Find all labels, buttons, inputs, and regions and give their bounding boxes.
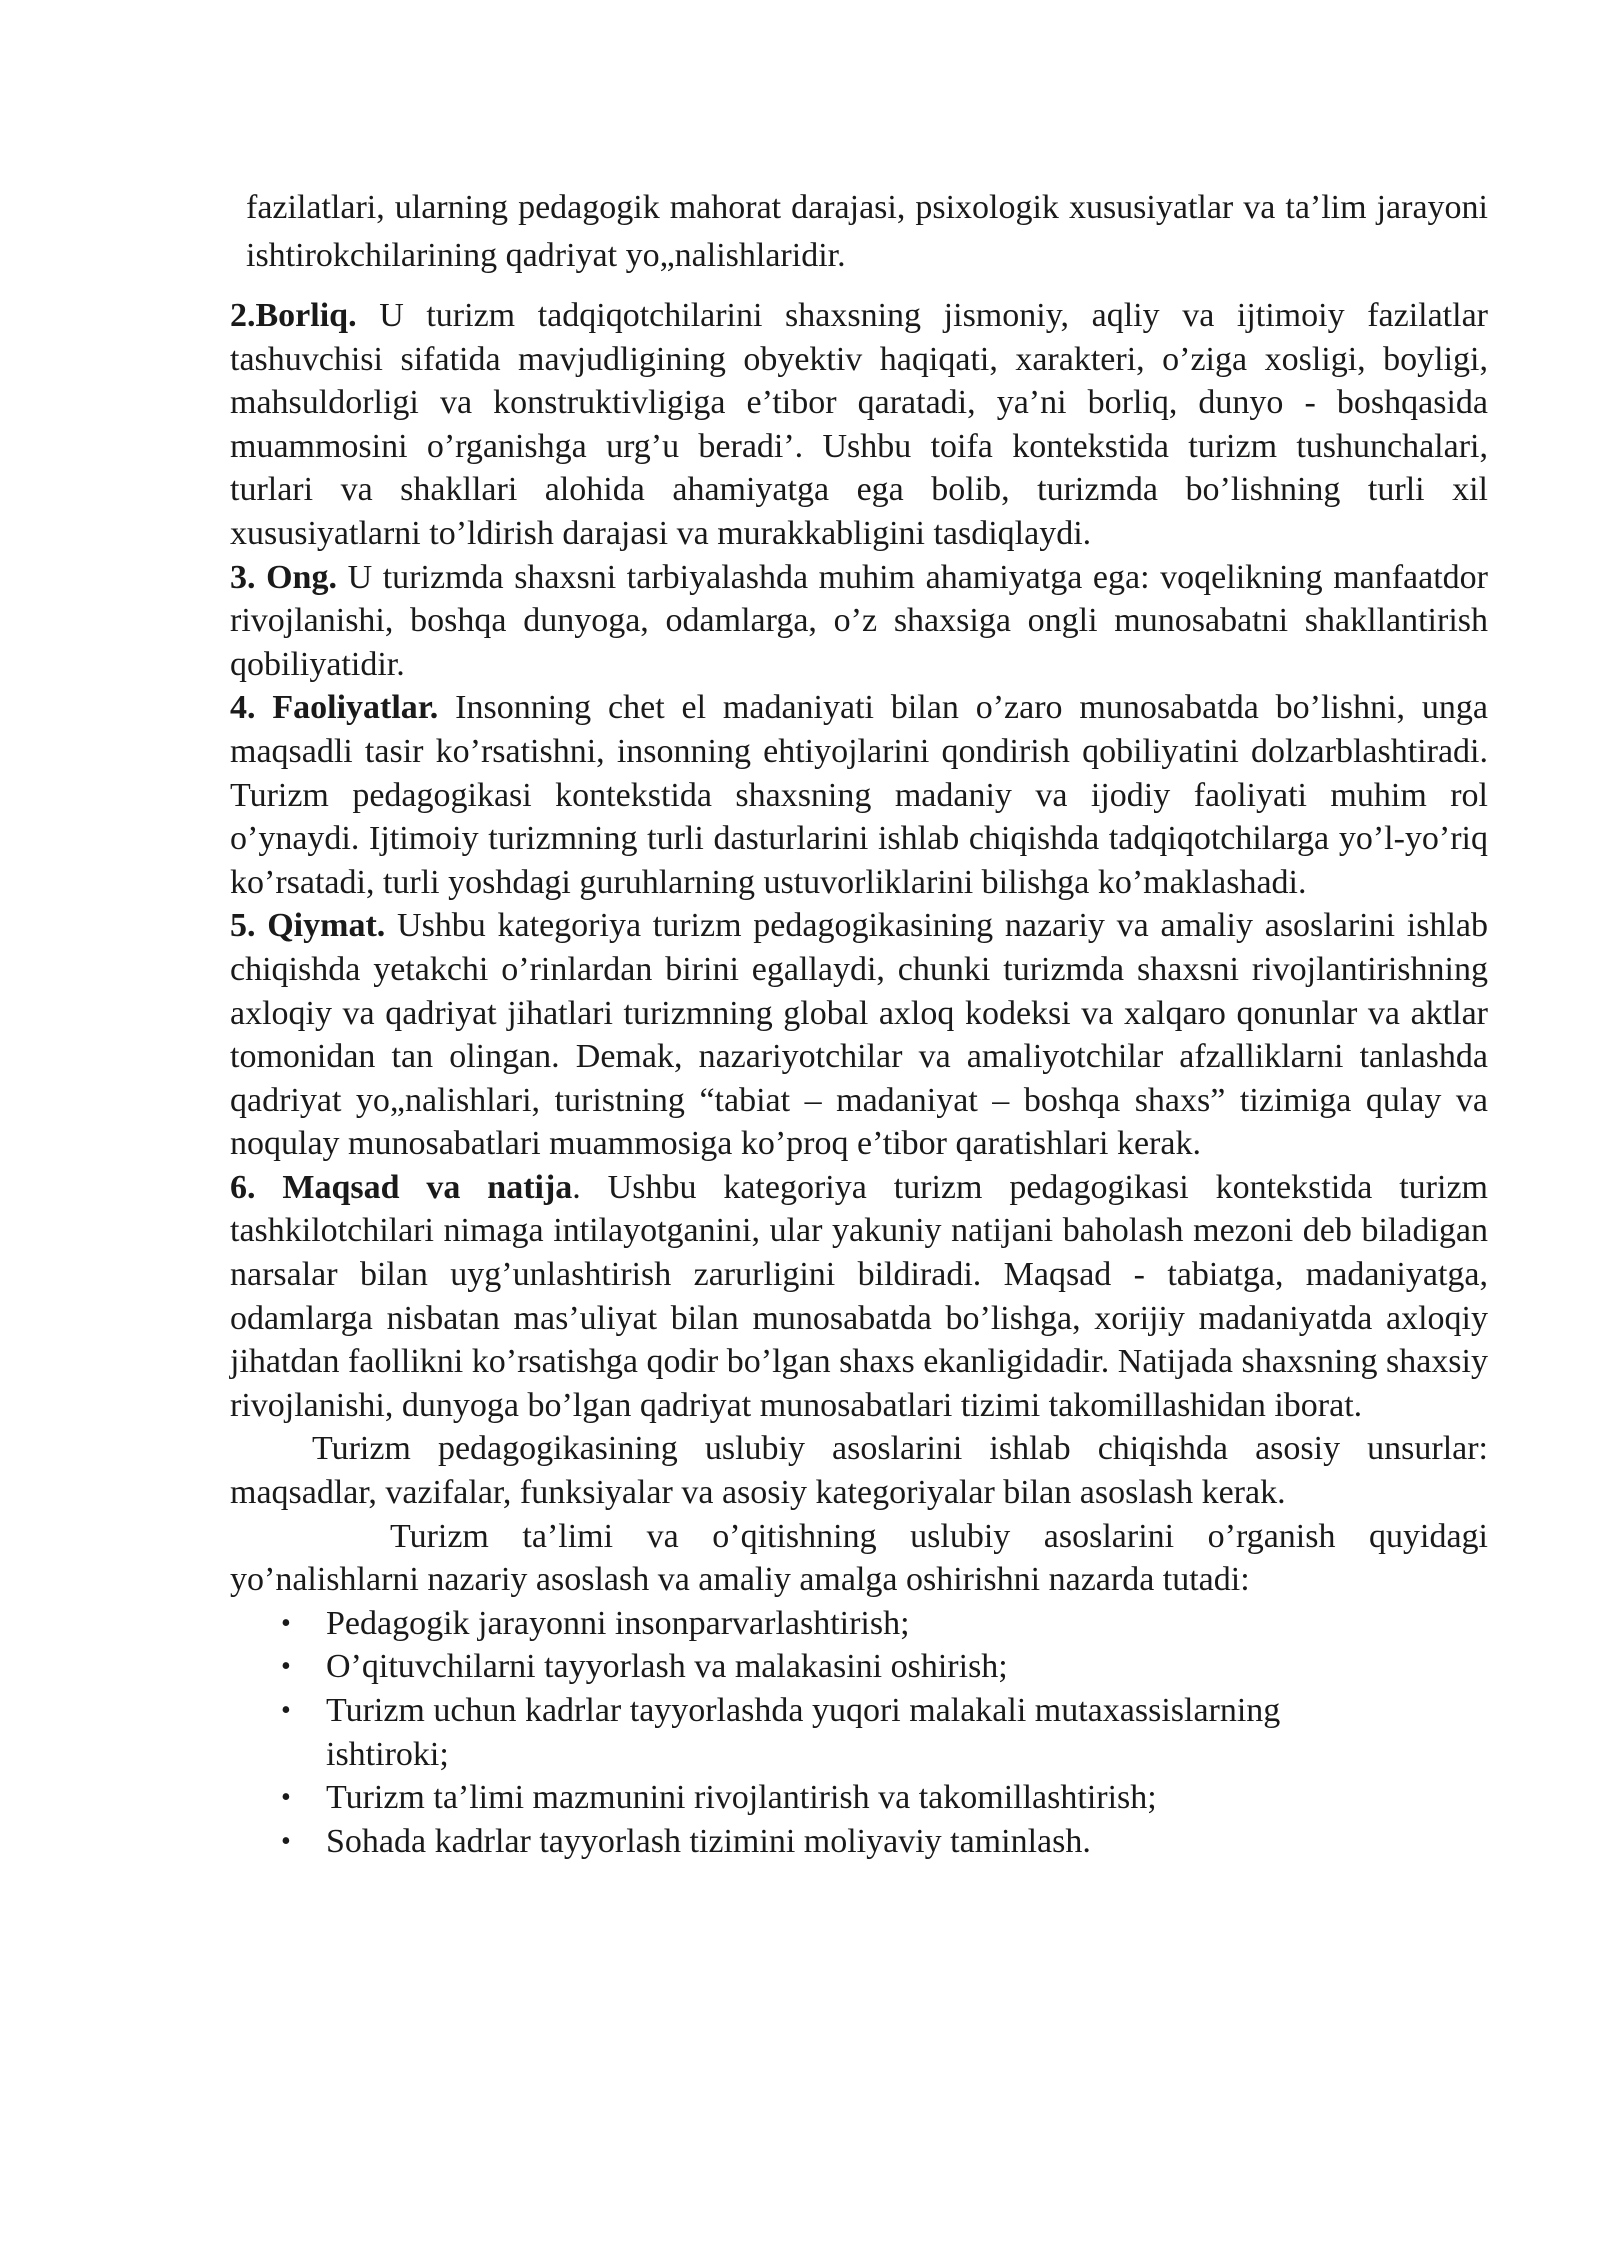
section-text: Insonning chet el madaniyati bilan o’zaro munosabatda bo’lishni, unga maqsadli tasir ko’rsatishni, insonning ehtiyojlarini qondirish qobiliyatini dolzarblashtiradi. Turizm pedagogikasi kontekstida shaxsning madaniy va ijodiy faoliyati muhim rol o’ynaydi. Ijtimoiy turizmning turli dasturlarini ishlab chiqishda tadqiqotchilarga yo’l-yo’riq ko’rsatadi, turli yoshdagi guruhlarning ustuvorliklarini bilishga ko’maklashadi. [230,689,1488,901]
list-item-text: O’qituvchilarni tayyorlash va malakasini oshirish; [326,1648,1008,1686]
section-qiymat [230,904,1488,1166]
list-item-text: Turizm ta’limi mazmunini rivojlantirish va takomillashtirish; [326,1779,1157,1817]
directions-list [230,1602,1488,1864]
section-text: Ushbu kategoriya turizm pedagogikasining nazariy va amaliy asoslarini ishlab chiqishda yetakchi o’rinlardan birini egallaydi, chunki turizmda shaxsni rivojlantirishning axloqiy va qadriyat jihatlari turizmning global axloq kodeksi va xalqaro qonunlar va aktlar tomonidan tan olingan. Demak, nazariyotchilar va amaliyotchilar afzalliklarni tanlashda qadriyat yo„nalishlari, turistning “tabiat – madaniyat – boshqa shaxs” tizimiga qulay va noqulay munosabatlari muammosiga ko’proq e’tibor qaratishlari kerak. [230,907,1488,1163]
section-faoliyatlar [230,686,1488,904]
bullet-icon: • [281,1695,291,1726]
directions-paragraph: Turizm ta’limi va o’qitishning uslubiy asoslarini o’rganish quyidagi yo’nalishlarni nazariy asoslash va amaliy amalga oshirishni nazarda tutadi: [230,1517,1488,1599]
section-ong [230,556,1488,687]
document-page [230,150,1488,1863]
section-text: . Ushbu kategoriya turizm pedagogikasi kontekstida turizm tashkilotchilari nimaga intilayotganini, ular yakuniy natijani baholash mezoni deb biladigan narsalar bilan uyg’unlashtirish zarurligini bildiradi. Maqsad - tabiatga, madaniyatga, odamlarga nisbatan mas’uliyat bilan munosabatda bo’lishga, xorijiy madaniyatda axloqiy jihatdan faollikni ko’rsatishga qodir bo’lgan shaxs ekanligidadir. Natijada shaxsning shaxsiy rivojlanishi, dunyoga bo’lgan qadriyat munosabatlari tizimi takomillashidan iborat. [230,1168,1488,1424]
bullet-icon: • [281,1782,291,1814]
section-heading: 3. Ong. [230,558,337,596]
list-item [230,1776,1488,1820]
intro-paragraph: fazilatlari, ularning pedagogik mahorat darajasi, psixologik xususiyatlar va ta’lim jarayoni ishtirokchilarining qadriyat yo„nalishlaridir. [246,189,1488,274]
section-borliq [230,294,1488,556]
section-text: U turizmda shaxsni tarbiyalashda muhim ahamiyatga ega: voqelikning manfaatdor rivojlanishi, boshqa dunyoga, odamlarga, o’z shaxsiga ongli munosabatni shakllantirish qobiliyatidir. [230,558,1488,683]
bullet-icon: • [281,1607,291,1639]
list-item [230,1602,1488,1646]
list-item-text: Pedagogik jarayonni insonparvarlashtirish; [326,1604,910,1642]
bullet-icon: • [281,1651,291,1683]
list-item-text: Turizm uchun kadrlar tayyorlashda yuqori malakali mutaxassislarning ishtiroki; [326,1692,1281,1773]
section-maqsad-va-natija [230,1166,1488,1428]
section-heading: 2.Borliq. [230,297,357,334]
section-text: U turizm tadqiqotchilarini shaxsning jismoniy, aqliy va ijtimoiy fazilatlar tashuvchisi sifatida mavjudligining obyektiv haqiqati, xarakteri, o’ziga xosligi, boyligi, mahsuldorligi va konstruktivligiga e’tibor qaratadi, ya’ni borliq, dunyo - boshqasida muammosini o’rganishga urg’u beradi’. Ushbu toifa kontekstida turizm tushunchalari, turlari va shakllari alohida ahamiyatga ega bolib, turizmda bo’lishning turli xil xususiyatlarni to’ldirish darajasi va murakkabligini tasdiqlaydi. [230,297,1488,552]
list-item [230,1820,1488,1864]
methodology-paragraph: Turizm pedagogikasining uslubiy asoslarini ishlab chiqishda asosiy unsurlar: maqsadlar, vazifalar, funksiyalar va asosiy kategoriyalar bilan asoslash kerak. [230,1430,1488,1512]
section-heading: 4. Faoliyatlar. [230,689,439,727]
list-item [230,1645,1488,1689]
section-heading: 5. Qiymat. [230,907,386,945]
section-heading: 6. Maqsad va natija [230,1168,573,1206]
bullet-icon: • [281,1825,291,1857]
list-item-text: Sohada kadrlar tayyorlash tizimini moliyaviy taminlash. [326,1822,1091,1860]
list-item [230,1689,1488,1776]
